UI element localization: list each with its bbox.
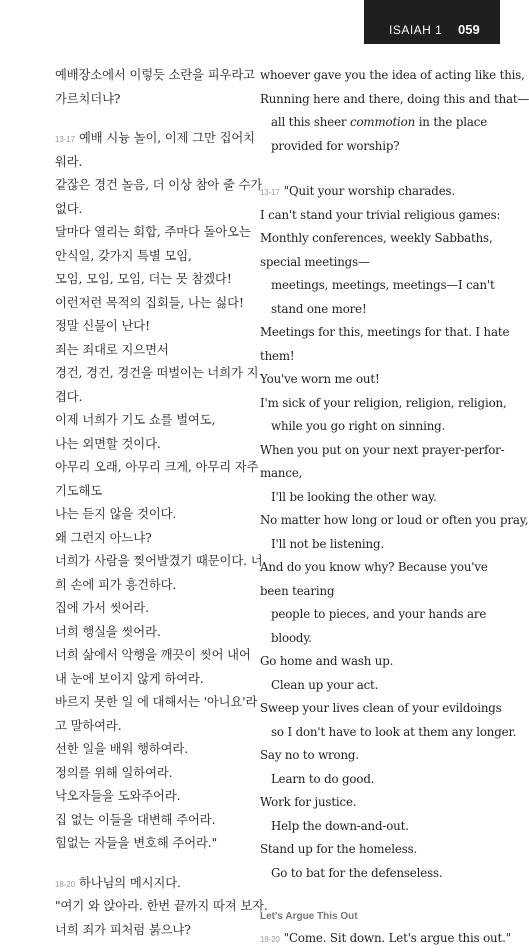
text-line: 집에 가서 씻어라. (55, 601, 149, 615)
text-line: 이런저런 목적의 집회들, 나는 싫다! (55, 295, 244, 310)
english-column (260, 64, 529, 951)
text-line: while you go right on sinning. (271, 419, 446, 433)
text-line: 정말 신물이 난다! (55, 319, 150, 333)
text-line: Sweep your lives clean of your evildoings (260, 701, 502, 715)
text-line: 나는 듣지 않을 것이다. (55, 507, 177, 521)
text-line: 18-20 하나님의 메시지다. (55, 875, 181, 890)
text-line: Stand up for the homeless. (260, 842, 418, 856)
text-line: whoever gave you the idea of acting like this, (260, 68, 525, 82)
text-line: "여기 와 앉아라. 한번 끝까지 따져 보자. (55, 899, 268, 913)
text-line: 집 없는 이들을 대변해 주어라. (55, 812, 216, 827)
text-line: all this sheer commotion in the place (271, 115, 488, 129)
text-line: 겹다. (55, 389, 83, 404)
section-heading: Let's Argue This Out (260, 911, 358, 922)
page-number: 059 (458, 22, 480, 37)
text-line: 내 눈에 보이지 않게 하여라. (55, 671, 204, 686)
text-line: bloody. (271, 630, 312, 645)
text-line: 아무리 오래, 아무리 크게, 아무리 자주 (55, 460, 259, 474)
text-line: 경건, 경건, 경건을 떠벌이는 너희가 지 (55, 366, 259, 380)
text-line: When you put on your next prayer-perfor- (260, 442, 505, 457)
text-line: provided for worship? (271, 138, 400, 153)
verse-number: 13-17 (260, 188, 280, 197)
text-line: 선한 일을 배워 행하여라. (55, 742, 189, 756)
text-line: 기도해도 (55, 483, 103, 498)
text-line: And do you know why? Because you've (260, 560, 488, 574)
text-line: I'll not be listening. (271, 536, 384, 551)
text-line: 낙오자들을 도와주어라. (55, 789, 181, 803)
english-intro (260, 64, 529, 158)
text-line: 죄는 죄대로 지으면서 (55, 342, 169, 357)
text-line: 이제 너희가 기도 쇼를 벌여도, (55, 413, 216, 427)
text-line: 너희 삶에서 악행을 깨끗이 씻어 내어 (55, 648, 251, 662)
text-line: 고 말하여라. (55, 718, 122, 733)
text-line: I can't stand your trivial religious games: (260, 207, 501, 222)
english-section-13-17 (260, 180, 529, 885)
text-line: You've worn me out! (260, 372, 380, 386)
text-line: Work for justice. (260, 795, 357, 809)
korean-intro (55, 64, 265, 111)
text-line: Say no to wrong. (260, 748, 359, 762)
emphasis-word: commotion (350, 115, 416, 129)
text-line: 너희 죄가 피처럼 붉으냐? (55, 922, 191, 937)
text-line: Help the down-and-out. (271, 818, 409, 833)
korean-section-18-20 (55, 872, 268, 943)
text-line: 안식일, 갖가지 특별 모임, (55, 248, 192, 263)
text-line: 너희 행실을 씻어라. (55, 624, 161, 639)
text-line: 13-17 "Quit your worship charades. (260, 184, 456, 198)
text-line: 너희가 사람을 찢어발겼기 때문이다. 너 (55, 554, 263, 568)
text-line: Clean up your act. (271, 677, 379, 692)
text-line: 워라. (55, 154, 83, 169)
text-line: Learn to do good. (271, 771, 375, 786)
text-line: 왜 그런지 아느냐? (55, 530, 152, 545)
text-line: them! (260, 348, 295, 363)
text-line: 18-20 "Come. Sit down. Let's argue this out." (260, 931, 511, 945)
text-line: 나는 외면할 것이다. (55, 436, 161, 451)
english-section-18-20 (260, 907, 511, 951)
text-line: 희 손에 피가 흥건하다. (55, 577, 177, 592)
text-line: 예배장소에서 이렇듯 소란을 피우라고 (55, 68, 255, 82)
text-line: 모임, 모임, 모임, 더는 못 참겠다! (55, 272, 232, 286)
text-line: 바르지 못한 일 에 대해서는 '아니요'라 (55, 695, 258, 709)
text-line: stand one more! (271, 301, 367, 316)
text-line: 같잖은 경건 놀음, 더 이상 참아 줄 수가 (55, 178, 263, 192)
verse-number: 18-20 (55, 879, 75, 889)
text-line: 힘없는 자들을 변호해 주어라." (55, 836, 218, 850)
text-line: I'm sick of your religion, religion, religion, (260, 395, 507, 410)
korean-column (55, 64, 268, 942)
book-chapter: ISAIAH 1 (389, 23, 443, 37)
text-line: Go home and wash up. (260, 654, 394, 668)
text-line: Go to bat for the defenseless. (271, 865, 443, 880)
text-line: special meetings— (260, 254, 370, 269)
text-line: Monthly conferences, weekly Sabbaths, (260, 231, 493, 245)
text-line: 13-17 예배 시늉 놀이, 이제 그만 집어치 (55, 131, 255, 145)
text-line: I'll be looking the other way. (271, 489, 437, 504)
text-line: 정의를 위해 일하여라. (55, 765, 173, 780)
text-line: 없다. (55, 201, 83, 216)
text-line: Meetings for this, meetings for that. I hate (260, 325, 510, 339)
text-line: 가르치더냐? (55, 91, 121, 106)
text-line: mance, (260, 466, 303, 480)
text-line: No matter how long or loud or often you pray, (260, 513, 529, 527)
text-line: 달마다 열리는 회합, 주마다 돌아오는 (55, 225, 251, 239)
text-line: meetings, meetings, meetings—I can't (271, 278, 495, 292)
verse-number: 18-20 (260, 935, 280, 944)
korean-section-13-17 (55, 127, 265, 856)
text-line: people to pieces, and your hands are (271, 607, 487, 621)
text-line: so I don't have to look at them any longer. (271, 724, 517, 739)
page-header (364, 0, 500, 44)
text-line: Running here and there, doing this and that— (260, 91, 529, 106)
text-line: been tearing (260, 583, 335, 598)
verse-number: 13-17 (55, 135, 75, 144)
